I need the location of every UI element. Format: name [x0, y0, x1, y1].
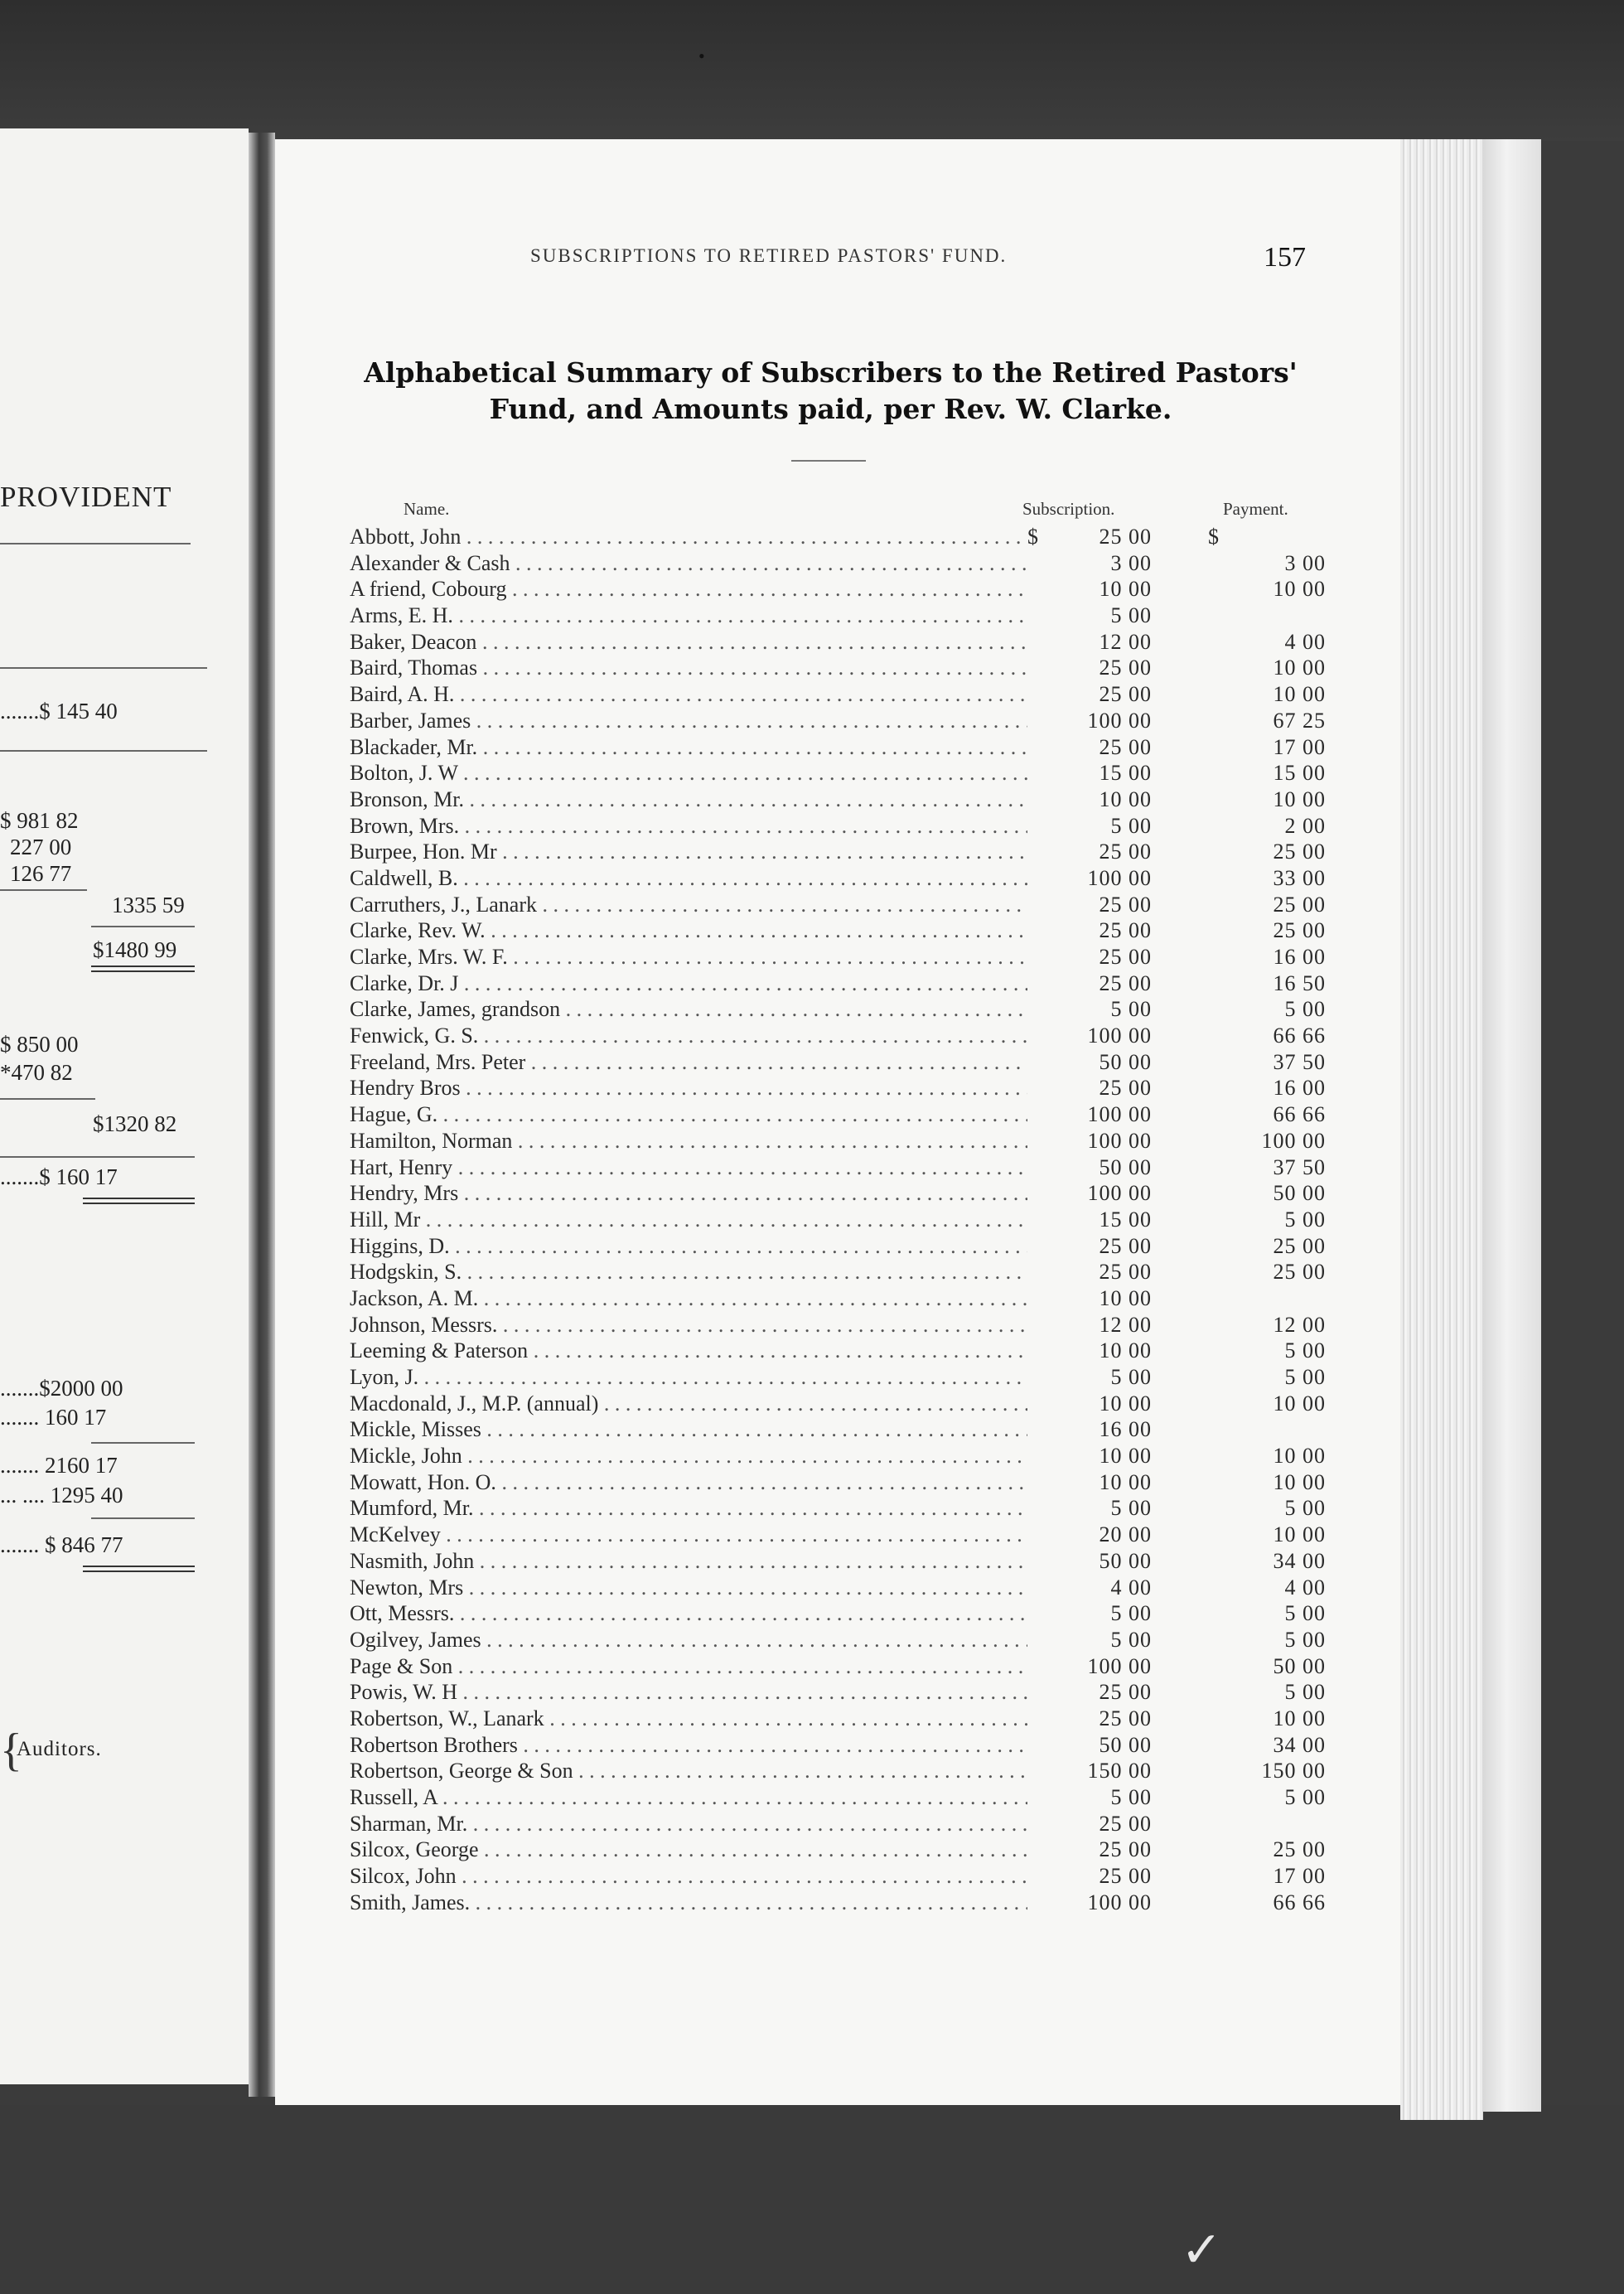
- double-rule: [83, 1566, 195, 1572]
- subscription-amount: 25 00: [1099, 892, 1152, 917]
- left-line: $1480 99: [93, 937, 177, 962]
- subscription-amount: 150 00: [1087, 1759, 1152, 1783]
- payment-amount: 25 00: [1273, 1260, 1326, 1285]
- subscriber-name: Ott, Messrs. . . .: [350, 1600, 1027, 1626]
- table-row: [350, 1285, 1327, 1312]
- subscriber-name: Silcox, George . . .: [350, 1837, 1027, 1862]
- left-line: 1335 59: [112, 893, 185, 917]
- subscription-amount: 100 00: [1087, 865, 1152, 890]
- payment-amount: 5 00: [1284, 1680, 1326, 1705]
- currency-symbol: $: [1027, 525, 1038, 549]
- subscriber-name: Hague, G. . . .: [350, 1101, 1027, 1127]
- table-row: [350, 1128, 1327, 1154]
- table-row: [350, 1233, 1327, 1260]
- rule: [0, 889, 87, 891]
- table-row: [350, 1548, 1327, 1575]
- table-row: [350, 1469, 1327, 1496]
- subscriber-name: Robertson, George & Son . . .: [350, 1758, 1027, 1783]
- subscription-amount: 25 00: [1099, 1260, 1152, 1285]
- subscription-amount: 5 00: [1110, 1601, 1152, 1626]
- running-head: SUBSCRIPTIONS TO RETIRED PASTORS' FUND.: [530, 245, 1008, 266]
- currency-symbol: $: [1208, 525, 1219, 549]
- table-row: [350, 1259, 1327, 1285]
- subscriber-name: Brown, Mrs. . . .: [350, 813, 1027, 839]
- table-row: [350, 1101, 1327, 1128]
- payment-amount: 15 00: [1273, 761, 1326, 786]
- table-row: [350, 1338, 1327, 1364]
- table-row: [350, 1443, 1327, 1469]
- payment-amount: 10 00: [1273, 1522, 1326, 1547]
- left-line: ... .... 1295 40: [0, 1483, 123, 1508]
- subscriber-name: Carruthers, J., Lanark . . .: [350, 892, 1027, 917]
- rule: [0, 543, 191, 544]
- table-row: [350, 865, 1327, 892]
- rule: [0, 750, 207, 752]
- subscriber-name: Smith, James. . . .: [350, 1890, 1027, 1915]
- subscription-amount: 12 00: [1099, 1312, 1152, 1337]
- subscription-amount: 25 00: [1099, 918, 1152, 943]
- book-gutter: [249, 133, 275, 2097]
- subscriber-name: Mickle, Misses . . .: [350, 1416, 1027, 1442]
- subscriber-name: Clarke, Dr. J . . .: [350, 970, 1027, 996]
- subscriber-name: Alexander & Cash . . .: [350, 550, 1027, 576]
- table-row: [350, 1679, 1327, 1706]
- title-rule: [791, 460, 866, 462]
- subscriber-name: Newton, Mrs . . .: [350, 1575, 1027, 1600]
- subscriber-name: Hart, Henry . . .: [350, 1154, 1027, 1180]
- subscription-amount: 16 00: [1099, 1417, 1152, 1442]
- subscription-amount: 100 00: [1087, 1890, 1152, 1914]
- subscriber-name: Leeming & Paterson . . .: [350, 1338, 1027, 1363]
- table-row: [350, 629, 1327, 656]
- subscription-amount: 25 00: [1099, 734, 1152, 759]
- payment-amount: 10 00: [1273, 1469, 1326, 1494]
- table-row: [350, 524, 1327, 550]
- payment-amount: 25 00: [1273, 840, 1326, 864]
- table-row: [350, 1706, 1327, 1732]
- table-row: [350, 970, 1327, 997]
- subscriber-name: Hendry Bros . . .: [350, 1075, 1027, 1101]
- table-row: [350, 1364, 1327, 1391]
- subscription-amount: 10 00: [1099, 786, 1152, 811]
- subscriber-name: Clarke, Rev. W. . . .: [350, 917, 1027, 943]
- subscription-amount: 5 00: [1110, 603, 1152, 628]
- subscriber-name: Barber, James . . .: [350, 708, 1027, 733]
- subscriber-name: Clarke, James, grandson . . .: [350, 996, 1027, 1022]
- subscription-amount: 5 00: [1110, 1785, 1152, 1809]
- subscription-amount: 50 00: [1099, 1154, 1152, 1179]
- payment-amount: 10 00: [1273, 577, 1326, 602]
- payment-amount: 25 00: [1273, 1837, 1326, 1862]
- payment-amount: 5 00: [1284, 1627, 1326, 1652]
- left-line: ....... 160 17: [0, 1405, 107, 1430]
- rule: [91, 926, 195, 927]
- payment-amount: 33 00: [1273, 865, 1326, 890]
- subscription-amount: 50 00: [1099, 1732, 1152, 1757]
- double-rule: [83, 1198, 195, 1204]
- subscriber-name: Fenwick, G. S. . . .: [350, 1023, 1027, 1048]
- scan-mark: •: [698, 46, 705, 66]
- subscription-amount: 25 00: [1099, 1680, 1152, 1705]
- payment-amount: 67 25: [1273, 708, 1326, 733]
- payment-amount: 5 00: [1284, 1207, 1326, 1232]
- table-row: [350, 1207, 1327, 1233]
- table-row: [350, 1863, 1327, 1890]
- subscription-amount: 25 00: [1099, 945, 1152, 969]
- subscriber-name: Mumford, Mr. . . .: [350, 1495, 1027, 1521]
- subscriber-name: Robertson Brothers . . .: [350, 1732, 1027, 1758]
- payment-amount: 37 50: [1273, 1049, 1326, 1074]
- subscription-amount: 15 00: [1099, 1207, 1152, 1232]
- table-row: [350, 1732, 1327, 1759]
- table-row: [350, 1890, 1327, 1916]
- left-line: $ 981 82: [0, 808, 79, 833]
- left-line: ....... 2160 17: [0, 1453, 118, 1478]
- table-row: [350, 708, 1327, 734]
- payment-amount: 66 66: [1273, 1024, 1326, 1048]
- column-header-payment: Payment.: [1223, 499, 1288, 519]
- subscription-amount: 25 00: [1099, 1076, 1152, 1101]
- payment-amount: 16 50: [1273, 970, 1326, 995]
- subscription-amount: 100 00: [1087, 1102, 1152, 1127]
- subscriber-name: Baird, Thomas . . .: [350, 655, 1027, 680]
- subscription-amount: 100 00: [1087, 1024, 1152, 1048]
- subscriber-name: Abbott, John . . .: [350, 524, 1027, 549]
- subscription-amount: 5 00: [1110, 1365, 1152, 1389]
- subscriber-name: Mowatt, Hon. O. . . .: [350, 1469, 1027, 1495]
- subscription-amount: 5 00: [1110, 813, 1152, 838]
- subscription-amount: 20 00: [1099, 1522, 1152, 1547]
- table-row: [350, 734, 1327, 761]
- subscriber-name: Higgins, D. . . .: [350, 1233, 1027, 1259]
- payment-amount: 17 00: [1273, 734, 1326, 759]
- payment-amount: 5 00: [1284, 1785, 1326, 1809]
- left-line: 227 00: [10, 835, 72, 859]
- table-row: [350, 1391, 1327, 1417]
- subscriber-name: Macdonald, J., M.P. (annual) . . .: [350, 1391, 1027, 1416]
- payment-amount: 10 00: [1273, 786, 1326, 811]
- table-row: [350, 603, 1327, 629]
- subscriber-table: [350, 524, 1327, 1915]
- payment-amount: 10 00: [1273, 1444, 1326, 1469]
- subscriber-name: Caldwell, B. . . .: [350, 865, 1027, 891]
- table-row: [350, 1627, 1327, 1653]
- table-row: [350, 655, 1327, 681]
- brace: {: [0, 1725, 22, 1776]
- left-page-title: PROVIDENT: [0, 481, 172, 513]
- scan-background-bottom: [0, 2105, 1624, 2294]
- payment-amount: 3 00: [1284, 550, 1326, 575]
- payment-amount: 10 00: [1273, 1391, 1326, 1416]
- table-row: [350, 1023, 1327, 1049]
- payment-amount: 5 00: [1284, 1338, 1326, 1363]
- subscriber-name: Sharman, Mr. . . .: [350, 1811, 1027, 1837]
- payment-amount: 25 00: [1273, 892, 1326, 917]
- left-line: .......$ 145 40: [0, 699, 118, 724]
- table-row: [350, 1049, 1327, 1076]
- rule: [0, 1156, 195, 1158]
- subscriber-name: Lyon, J. . . .: [350, 1364, 1027, 1390]
- subscriber-name: A friend, Cobourg . . .: [350, 576, 1027, 602]
- double-rule: [91, 966, 195, 972]
- left-line: .......$ 160 17: [0, 1164, 118, 1189]
- table-row: [350, 1495, 1327, 1522]
- payment-amount: 25 00: [1273, 918, 1326, 943]
- subscription-amount: 25 00: [1099, 970, 1152, 995]
- subscription-amount: 25 00: [1099, 1706, 1152, 1730]
- payment-amount: 34 00: [1273, 1548, 1326, 1573]
- subscription-amount: 25 00: [1099, 1811, 1152, 1836]
- subscription-amount: 12 00: [1099, 629, 1152, 654]
- subscription-amount: 100 00: [1087, 1128, 1152, 1153]
- payment-amount: 17 00: [1273, 1864, 1326, 1889]
- subscriber-name: Mickle, John . . .: [350, 1443, 1027, 1469]
- payment-amount: 2 00: [1284, 813, 1326, 838]
- payment-amount: 34 00: [1273, 1732, 1326, 1757]
- subscription-amount: 3 00: [1110, 550, 1152, 575]
- table-row: [350, 1600, 1327, 1627]
- table-row: [350, 1075, 1327, 1101]
- table-row: [350, 1416, 1327, 1443]
- subscription-amount: 10 00: [1099, 577, 1152, 602]
- subscription-amount: 100 00: [1087, 708, 1152, 733]
- rule: [0, 667, 207, 669]
- subscription-amount: 4 00: [1110, 1575, 1152, 1600]
- rule: [0, 1098, 95, 1100]
- subscriber-name: Bronson, Mr. . . .: [350, 786, 1027, 812]
- scan-mark: ✓: [1181, 2223, 1223, 2277]
- table-row: [350, 1784, 1327, 1811]
- subscription-amount: 25 00: [1099, 1233, 1152, 1258]
- subscriber-name: Robertson, W., Lanark . . .: [350, 1706, 1027, 1731]
- subscriber-name: Silcox, John . . .: [350, 1863, 1027, 1889]
- subscription-amount: 10 00: [1099, 1285, 1152, 1310]
- payment-amount: 100 00: [1261, 1128, 1326, 1153]
- subscriber-name: Clarke, Mrs. W. F. . . .: [350, 944, 1027, 970]
- subscriber-name: Johnson, Messrs. . . .: [350, 1312, 1027, 1338]
- subscriber-name: Freeland, Mrs. Peter . . .: [350, 1049, 1027, 1075]
- table-row: [350, 1575, 1327, 1601]
- subscription-amount: 50 00: [1099, 1548, 1152, 1573]
- table-row: [350, 917, 1327, 944]
- left-page: [0, 128, 249, 2084]
- subscriber-name: Baird, A. H. . . .: [350, 681, 1027, 707]
- table-row: [350, 1154, 1327, 1181]
- table-row: [350, 681, 1327, 708]
- subscriber-name: Blackader, Mr. . . .: [350, 734, 1027, 760]
- payment-amount: 4 00: [1284, 629, 1326, 654]
- payment-amount: 5 00: [1284, 997, 1326, 1022]
- subscription-amount: 5 00: [1110, 1627, 1152, 1652]
- left-line: .......$2000 00: [0, 1376, 123, 1401]
- left-line: $ 850 00: [0, 1032, 79, 1057]
- subscription-amount: 25 00: [1099, 656, 1152, 680]
- subscription-amount: 10 00: [1099, 1391, 1152, 1416]
- payment-amount: 10 00: [1273, 682, 1326, 707]
- payment-amount: 4 00: [1284, 1575, 1326, 1600]
- table-row: [350, 786, 1327, 813]
- payment-amount: 10 00: [1273, 656, 1326, 680]
- table-row: [350, 996, 1327, 1023]
- payment-amount: 66 66: [1273, 1890, 1326, 1914]
- subscription-amount: 25 00: [1099, 525, 1152, 549]
- subscriber-name: Baker, Deacon . . .: [350, 629, 1027, 655]
- payment-amount: 16 00: [1273, 1076, 1326, 1101]
- scan-background-top: [0, 0, 1624, 141]
- subscription-amount: 10 00: [1099, 1338, 1152, 1363]
- payment-amount: 12 00: [1273, 1312, 1326, 1337]
- table-row: [350, 1758, 1327, 1784]
- table-row: [350, 1837, 1327, 1863]
- payment-amount: 5 00: [1284, 1365, 1326, 1389]
- table-row: [350, 1312, 1327, 1338]
- subscription-amount: 5 00: [1110, 997, 1152, 1022]
- subscription-amount: 25 00: [1099, 682, 1152, 707]
- auditors-label: Auditors.: [17, 1738, 102, 1760]
- table-row: [350, 1653, 1327, 1680]
- subscriber-name: Powis, W. H . . .: [350, 1679, 1027, 1705]
- rule: [91, 1517, 195, 1519]
- subscriber-name: Page & Son . . .: [350, 1653, 1027, 1679]
- subscriber-name: Bolton, J. W . . .: [350, 760, 1027, 786]
- subscription-amount: 50 00: [1099, 1049, 1152, 1074]
- payment-amount: 25 00: [1273, 1233, 1326, 1258]
- left-line: *470 82: [0, 1060, 73, 1085]
- subscriber-name: Burpee, Hon. Mr . . .: [350, 839, 1027, 864]
- left-line: ....... $ 846 77: [0, 1532, 123, 1557]
- rule: [91, 1442, 195, 1444]
- subscription-amount: 25 00: [1099, 840, 1152, 864]
- column-header-name: Name.: [404, 499, 450, 519]
- payment-amount: 66 66: [1273, 1102, 1326, 1127]
- payment-amount: 50 00: [1273, 1181, 1326, 1206]
- payment-amount: 150 00: [1261, 1759, 1326, 1783]
- subscriber-name: Ogilvey, James . . .: [350, 1627, 1027, 1653]
- page-edges: [1400, 139, 1483, 2120]
- table-row: [350, 813, 1327, 840]
- table-row: [350, 1180, 1327, 1207]
- subscription-amount: 10 00: [1099, 1469, 1152, 1494]
- payment-amount: 5 00: [1284, 1601, 1326, 1626]
- page-title: Alphabetical Summary of Subscribers to the Retired Pastors' Fund, and Amounts paid, per Rev. W. Clarke.: [364, 356, 1298, 425]
- subscriber-name: Jackson, A. M. . . .: [350, 1285, 1027, 1311]
- subscription-amount: 25 00: [1099, 1837, 1152, 1862]
- column-header-subscription: Subscription.: [1022, 499, 1115, 519]
- left-line: 126 77: [10, 861, 72, 886]
- subscriber-name: McKelvey . . .: [350, 1522, 1027, 1547]
- subscriber-name: Nasmith, John . . .: [350, 1548, 1027, 1574]
- table-row: [350, 1811, 1327, 1837]
- subscriber-name: Arms, E. H. . . .: [350, 603, 1027, 628]
- subscription-amount: 100 00: [1087, 1181, 1152, 1206]
- subscription-amount: 100 00: [1087, 1653, 1152, 1678]
- subscription-amount: 5 00: [1110, 1496, 1152, 1521]
- table-row: [350, 839, 1327, 865]
- subscription-amount: 10 00: [1099, 1444, 1152, 1469]
- table-row: [350, 760, 1327, 786]
- table-row: [350, 1522, 1327, 1548]
- payment-amount: 10 00: [1273, 1706, 1326, 1730]
- subscriber-name: Hendry, Mrs . . .: [350, 1180, 1027, 1206]
- subscriber-name: Hodgskin, S. . . .: [350, 1259, 1027, 1285]
- left-line: $1320 82: [93, 1111, 177, 1136]
- page-number: 157: [1264, 242, 1306, 273]
- subscriber-name: Hamilton, Norman . . .: [350, 1128, 1027, 1154]
- subscriber-name: Russell, A . . .: [350, 1784, 1027, 1810]
- table-row: [350, 550, 1327, 577]
- table-row: [350, 576, 1327, 603]
- page-edges-outer: [1483, 139, 1541, 2112]
- table-row: [350, 892, 1327, 918]
- payment-amount: 50 00: [1273, 1653, 1326, 1678]
- subscriber-name: Hill, Mr . . .: [350, 1207, 1027, 1232]
- subscription-amount: 15 00: [1099, 761, 1152, 786]
- payment-amount: 5 00: [1284, 1496, 1326, 1521]
- payment-amount: 16 00: [1273, 945, 1326, 969]
- payment-amount: 37 50: [1273, 1154, 1326, 1179]
- table-row: [350, 944, 1327, 970]
- subscription-amount: 25 00: [1099, 1864, 1152, 1889]
